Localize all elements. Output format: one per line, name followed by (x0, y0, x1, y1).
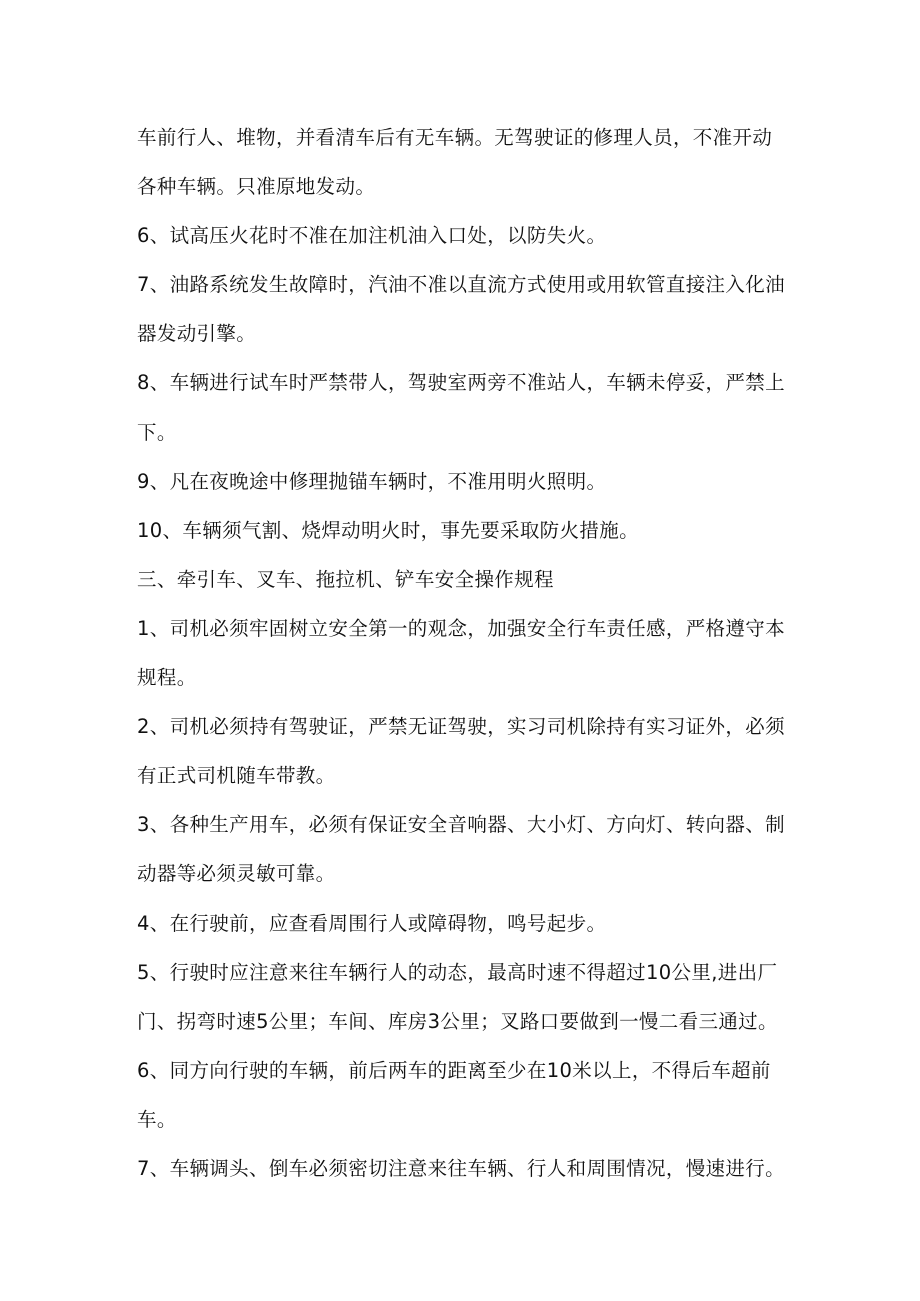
text-line: 下。 (137, 420, 177, 444)
text-line: 规程。 (137, 666, 197, 690)
document-body (137, 113, 787, 1193)
text-line: 车前行人、堆物，并看清车后有无车辆。无驾驶证的修理人员，不准开动 (137, 126, 773, 149)
text-line: 7、油路系统发生故障时，汽油不准以直流方式使用或用软管直接注入化油 (137, 273, 785, 297)
text-line: 车。 (137, 1107, 177, 1131)
text-line: 6、试高压火花时不准在加注机油入口处，以防失火。 (137, 224, 607, 248)
text-line: 器发动引擎。 (137, 322, 257, 346)
text-line: 8、车辆进行试车时严禁带人，驾驶室两旁不准站人，车辆未停妥，严禁上 (137, 371, 785, 395)
text-line: 6、同方向行驶的车辆，前后两车的距离至少在10米以上，不得后车超前 (137, 1058, 771, 1082)
text-line: 4、在行驶前，应查看周围行人或障碍物，鸣号起步。 (137, 911, 607, 935)
text-line: 3、各种生产用车，必须有保证安全音响器、大小灯、方向灯、转向器、制 (137, 813, 785, 837)
text-line: 9、凡在夜晚途中修理抛锚车辆时，不准用明火照明。 (137, 469, 607, 493)
text-line: 2、司机必须持有驾驶证，严禁无证驾驶，实习司机除持有实习证外，必须 (137, 715, 785, 739)
text-line: 10、车辆须气割、烧焊动明火时，事先要采取防火措施。 (137, 518, 639, 542)
section-heading: 三、牵引车、叉车、拖拉机、铲车安全操作规程 (137, 567, 554, 591)
text-line: 7、车辆调头、倒车必须密切注意来往车辆、行人和周围情况，慢速进行。 (137, 1156, 785, 1180)
text-line: 门、拐弯时速5公里；车间、库房3公里；叉路口要做到一慢二看三通过。 (137, 1009, 778, 1033)
text-line: 有正式司机随车带教。 (137, 764, 336, 788)
text-line: 1、司机必须牢固树立安全第一的观念，加强安全行车责任感，严格遵守本 (137, 616, 785, 640)
text-line: 动器等必须灵敏可靠。 (137, 862, 336, 886)
text-line: 5、行驶时应注意来往车辆行人的动态，最高时速不得超过10公里,进出厂 (137, 960, 778, 984)
text-line: 各种车辆。只准原地发动。 (137, 175, 376, 199)
